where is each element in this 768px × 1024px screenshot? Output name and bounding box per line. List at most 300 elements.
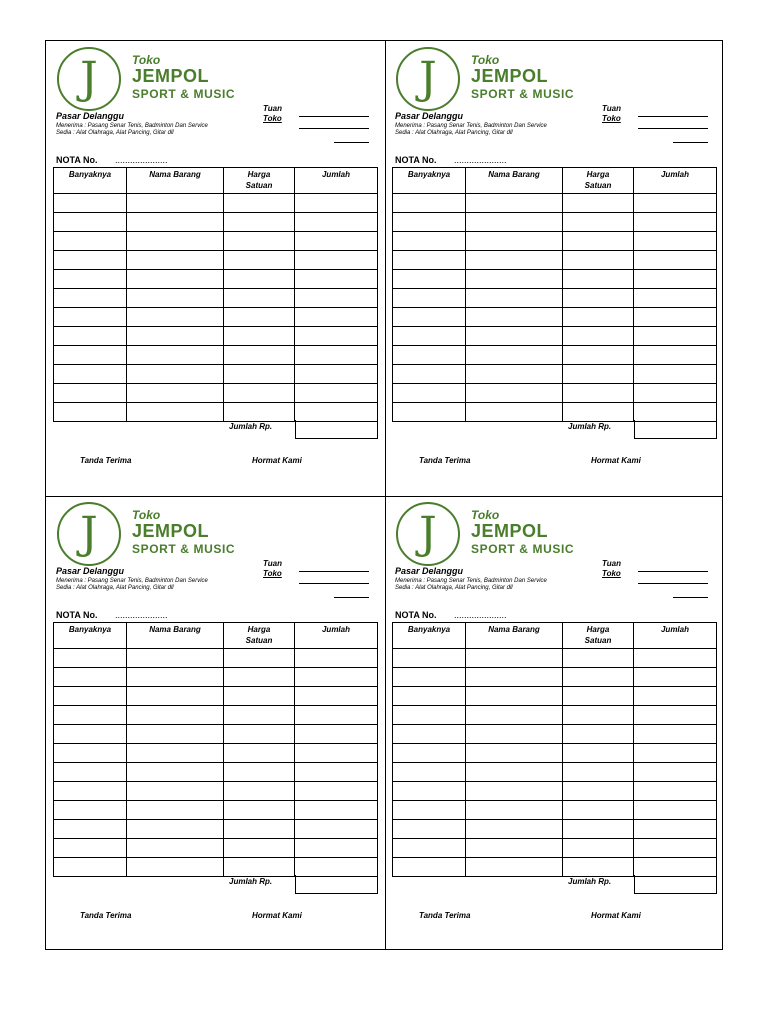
table-row [393, 403, 717, 422]
qty-cell[interactable] [393, 763, 466, 782]
store-name: JEMPOL [132, 66, 210, 86]
unit-price-cell[interactable] [224, 820, 295, 839]
qty-cell[interactable] [54, 232, 127, 251]
item-name-cell[interactable] [466, 327, 563, 346]
header-jumlah: Jumlah [295, 168, 378, 194]
qty-cell[interactable] [393, 858, 466, 877]
unit-price-cell[interactable] [224, 649, 295, 668]
signature-sender: Hormat Kami [252, 911, 302, 920]
signature-receiver: Tanda Terima [419, 911, 471, 920]
amount-cell[interactable] [634, 213, 717, 232]
tuan-field[interactable] [299, 116, 369, 117]
table-row [54, 858, 378, 877]
unit-price-cell[interactable] [224, 858, 295, 877]
header-harga-satuan: Harga Satuan [563, 623, 634, 649]
unit-price-cell[interactable] [224, 668, 295, 687]
amount-cell[interactable] [295, 687, 378, 706]
amount-cell[interactable] [295, 801, 378, 820]
unit-price-cell[interactable] [224, 308, 295, 327]
table-row [393, 251, 717, 270]
item-name-cell[interactable] [466, 858, 563, 877]
header-nama-barang: Nama Barang [127, 168, 224, 194]
amount-cell[interactable] [295, 327, 378, 346]
store-prefix: Toko [132, 508, 161, 522]
item-name-cell[interactable] [127, 687, 224, 706]
item-name-cell[interactable] [466, 251, 563, 270]
table-row [393, 801, 717, 820]
signature-sender: Hormat Kami [591, 911, 641, 920]
qty-cell[interactable] [393, 668, 466, 687]
table-row [54, 839, 378, 858]
amount-cell[interactable] [634, 744, 717, 763]
tuan-label: Tuan [602, 104, 621, 113]
extra-field[interactable] [334, 142, 369, 143]
unit-price-cell[interactable] [563, 687, 634, 706]
total-field[interactable] [634, 420, 717, 439]
qty-cell[interactable] [54, 801, 127, 820]
table-row [54, 289, 378, 308]
unit-price-cell[interactable] [563, 744, 634, 763]
unit-price-cell[interactable] [563, 403, 634, 422]
receipt-sheet [45, 40, 723, 950]
table-row [393, 668, 717, 687]
qty-cell[interactable] [393, 232, 466, 251]
item-name-cell[interactable] [466, 687, 563, 706]
unit-price-cell[interactable] [563, 782, 634, 801]
item-name-cell[interactable] [127, 403, 224, 422]
total-field[interactable] [295, 875, 378, 894]
item-name-cell[interactable] [127, 744, 224, 763]
unit-price-cell[interactable] [563, 327, 634, 346]
qty-cell[interactable] [393, 687, 466, 706]
extra-field[interactable] [673, 597, 708, 598]
header-harga-satuan: Harga Satuan [563, 168, 634, 194]
item-name-cell[interactable] [466, 801, 563, 820]
amount-cell[interactable] [295, 649, 378, 668]
qty-cell[interactable] [393, 270, 466, 289]
store-tagline: SPORT & MUSIC [132, 542, 236, 556]
logo-letter: J [419, 508, 437, 559]
unit-price-cell[interactable] [563, 706, 634, 725]
amount-cell[interactable] [634, 194, 717, 213]
table-row [393, 327, 717, 346]
table-row [393, 346, 717, 365]
signature-receiver: Tanda Terima [80, 911, 132, 920]
qty-cell[interactable] [54, 820, 127, 839]
qty-cell[interactable] [54, 346, 127, 365]
amount-cell[interactable] [295, 403, 378, 422]
amount-cell[interactable] [295, 725, 378, 744]
table-header-row [54, 623, 378, 649]
amount-cell[interactable] [634, 858, 717, 877]
unit-price-cell[interactable] [563, 384, 634, 403]
nota-number-field[interactable]: ..................... [454, 155, 507, 165]
amount-cell[interactable] [295, 839, 378, 858]
qty-cell[interactable] [54, 308, 127, 327]
unit-price-cell[interactable] [224, 801, 295, 820]
store-address: Pasar Delanggu [56, 566, 125, 576]
table-row [54, 820, 378, 839]
nota-label: NOTA No. [56, 610, 98, 620]
toko-field[interactable] [299, 128, 369, 129]
item-name-cell[interactable] [127, 213, 224, 232]
item-name-cell[interactable] [127, 858, 224, 877]
item-name-cell[interactable] [127, 725, 224, 744]
table-row [393, 232, 717, 251]
amount-cell[interactable] [634, 725, 717, 744]
table-row [54, 384, 378, 403]
amount-cell[interactable] [634, 384, 717, 403]
unit-price-cell[interactable] [224, 725, 295, 744]
item-name-cell[interactable] [466, 820, 563, 839]
amount-cell[interactable] [295, 251, 378, 270]
logo-letter: J [80, 508, 98, 559]
item-name-cell[interactable] [127, 365, 224, 384]
item-name-cell[interactable] [466, 213, 563, 232]
services-line: Menerima : Pasang Senar Tenis, Badminton Dan Service [395, 123, 547, 129]
unit-price-cell[interactable] [563, 763, 634, 782]
amount-cell[interactable] [295, 365, 378, 384]
nota-number-field[interactable]: ..................... [115, 155, 168, 165]
amount-cell[interactable] [295, 706, 378, 725]
item-name-cell[interactable] [127, 384, 224, 403]
unit-price-cell[interactable] [563, 365, 634, 384]
qty-cell[interactable] [54, 706, 127, 725]
item-name-cell[interactable] [466, 270, 563, 289]
qty-cell[interactable] [54, 384, 127, 403]
header-banyaknya: Banyaknya [54, 168, 127, 194]
item-name-cell[interactable] [466, 308, 563, 327]
unit-price-cell[interactable] [224, 384, 295, 403]
table-row [54, 668, 378, 687]
qty-cell[interactable] [393, 706, 466, 725]
store-logo [57, 47, 121, 111]
qty-cell[interactable] [393, 839, 466, 858]
amount-cell[interactable] [634, 668, 717, 687]
nota-number-field[interactable]: ..................... [115, 610, 168, 620]
qty-cell[interactable] [54, 327, 127, 346]
item-name-cell[interactable] [466, 232, 563, 251]
amount-cell[interactable] [295, 346, 378, 365]
amount-cell[interactable] [634, 649, 717, 668]
amount-cell[interactable] [634, 706, 717, 725]
unit-price-cell[interactable] [224, 706, 295, 725]
receipt-1 [46, 41, 385, 496]
qty-cell[interactable] [54, 270, 127, 289]
amount-cell[interactable] [295, 194, 378, 213]
header-jumlah: Jumlah [634, 168, 717, 194]
header-jumlah: Jumlah [634, 623, 717, 649]
table-row [54, 687, 378, 706]
qty-cell[interactable] [54, 763, 127, 782]
tuan-field[interactable] [299, 571, 369, 572]
amount-cell[interactable] [634, 251, 717, 270]
stock-line: Sedia : Alat Olahraga, Alat Pancing, Gitar dll [56, 130, 174, 136]
toko-field[interactable] [299, 583, 369, 584]
qty-cell[interactable] [54, 668, 127, 687]
unit-price-cell[interactable] [563, 194, 634, 213]
table-row [393, 687, 717, 706]
unit-price-cell[interactable] [224, 289, 295, 308]
qty-cell[interactable] [393, 289, 466, 308]
unit-price-cell[interactable] [224, 213, 295, 232]
signature-receiver: Tanda Terima [419, 456, 471, 465]
qty-cell[interactable] [54, 251, 127, 270]
item-name-cell[interactable] [127, 706, 224, 725]
unit-price-cell[interactable] [224, 403, 295, 422]
logo-letter: J [80, 53, 98, 104]
table-row [54, 194, 378, 213]
qty-cell[interactable] [54, 365, 127, 384]
amount-cell[interactable] [634, 403, 717, 422]
header-harga-satuan: Harga Satuan [224, 168, 295, 194]
table-row [393, 763, 717, 782]
amount-cell[interactable] [295, 763, 378, 782]
item-name-cell[interactable] [127, 232, 224, 251]
qty-cell[interactable] [393, 251, 466, 270]
item-name-cell[interactable] [127, 782, 224, 801]
logo-letter: J [419, 53, 437, 104]
qty-cell[interactable] [393, 725, 466, 744]
extra-field[interactable] [673, 142, 708, 143]
nota-number-field[interactable]: ..................... [454, 610, 507, 620]
receipt-4 [385, 496, 724, 951]
amount-cell[interactable] [295, 289, 378, 308]
qty-cell[interactable] [54, 839, 127, 858]
table-row [54, 782, 378, 801]
item-name-cell[interactable] [466, 763, 563, 782]
total-field[interactable] [295, 420, 378, 439]
item-name-cell[interactable] [127, 346, 224, 365]
table-row [54, 251, 378, 270]
unit-price-cell[interactable] [224, 782, 295, 801]
unit-price-cell[interactable] [224, 763, 295, 782]
table-row [393, 365, 717, 384]
table-row [393, 858, 717, 877]
amount-cell[interactable] [634, 687, 717, 706]
unit-price-cell[interactable] [224, 839, 295, 858]
unit-price-cell[interactable] [224, 270, 295, 289]
item-name-cell[interactable] [466, 403, 563, 422]
services-line: Menerima : Pasang Senar Tenis, Badminton Dan Service [395, 578, 547, 584]
total-label: Jumlah Rp. [568, 422, 612, 431]
tuan-field[interactable] [638, 571, 708, 572]
amount-cell[interactable] [634, 289, 717, 308]
item-name-cell[interactable] [127, 839, 224, 858]
store-name: JEMPOL [132, 521, 210, 541]
qty-cell[interactable] [54, 649, 127, 668]
nota-label: NOTA No. [395, 610, 437, 620]
item-name-cell[interactable] [466, 649, 563, 668]
qty-cell[interactable] [393, 820, 466, 839]
unit-price-cell[interactable] [224, 194, 295, 213]
qty-cell[interactable] [393, 801, 466, 820]
store-tagline: SPORT & MUSIC [471, 542, 575, 556]
table-row [54, 725, 378, 744]
stock-line: Sedia : Alat Olahraga, Alat Pancing, Gitar dll [395, 130, 513, 136]
qty-cell[interactable] [393, 308, 466, 327]
item-name-cell[interactable] [466, 725, 563, 744]
table-header-row [393, 623, 717, 649]
store-tagline: SPORT & MUSIC [132, 87, 236, 101]
amount-cell[interactable] [634, 308, 717, 327]
toko-label: Toko [602, 114, 621, 123]
amount-cell[interactable] [295, 782, 378, 801]
qty-cell[interactable] [54, 858, 127, 877]
amount-cell[interactable] [634, 782, 717, 801]
amount-cell[interactable] [634, 763, 717, 782]
amount-cell[interactable] [634, 270, 717, 289]
qty-cell[interactable] [393, 213, 466, 232]
qty-cell[interactable] [54, 782, 127, 801]
item-name-cell[interactable] [127, 270, 224, 289]
table-row [54, 706, 378, 725]
toko-field[interactable] [638, 583, 708, 584]
item-name-cell[interactable] [466, 668, 563, 687]
tuan-field[interactable] [638, 116, 708, 117]
qty-cell[interactable] [393, 649, 466, 668]
qty-cell[interactable] [393, 744, 466, 763]
unit-price-cell[interactable] [563, 346, 634, 365]
nota-label: NOTA No. [56, 155, 98, 165]
item-name-cell[interactable] [466, 289, 563, 308]
receipt-3 [46, 496, 385, 951]
items-table [392, 167, 717, 422]
table-row [54, 232, 378, 251]
amount-cell[interactable] [295, 858, 378, 877]
unit-price-cell[interactable] [563, 649, 634, 668]
qty-cell[interactable] [54, 725, 127, 744]
toko-label: Toko [263, 569, 282, 578]
header-nama-barang: Nama Barang [466, 623, 563, 649]
amount-cell[interactable] [634, 365, 717, 384]
table-row [54, 213, 378, 232]
item-name-cell[interactable] [466, 346, 563, 365]
amount-cell[interactable] [634, 327, 717, 346]
amount-cell[interactable] [634, 839, 717, 858]
item-name-cell[interactable] [127, 649, 224, 668]
services-line: Menerima : Pasang Senar Tenis, Badminton Dan Service [56, 123, 208, 129]
store-prefix: Toko [132, 53, 161, 67]
store-address: Pasar Delanggu [56, 111, 125, 121]
header-harga-satuan: Harga Satuan [224, 623, 295, 649]
qty-cell[interactable] [54, 289, 127, 308]
unit-price-cell[interactable] [224, 365, 295, 384]
qty-cell[interactable] [54, 744, 127, 763]
unit-price-cell[interactable] [563, 858, 634, 877]
signature-sender: Hormat Kami [591, 456, 641, 465]
toko-field[interactable] [638, 128, 708, 129]
qty-cell[interactable] [54, 213, 127, 232]
table-row [393, 839, 717, 858]
item-name-cell[interactable] [127, 194, 224, 213]
nota-label: NOTA No. [395, 155, 437, 165]
item-name-cell[interactable] [466, 194, 563, 213]
unit-price-cell[interactable] [563, 213, 634, 232]
table-row [54, 365, 378, 384]
tuan-label: Tuan [263, 104, 282, 113]
qty-cell[interactable] [54, 687, 127, 706]
stock-line: Sedia : Alat Olahraga, Alat Pancing, Gitar dll [395, 585, 513, 591]
item-name-cell[interactable] [127, 820, 224, 839]
store-prefix: Toko [471, 53, 500, 67]
table-row [393, 725, 717, 744]
qty-cell[interactable] [393, 365, 466, 384]
item-name-cell[interactable] [466, 706, 563, 725]
amount-cell[interactable] [295, 232, 378, 251]
unit-price-cell[interactable] [563, 725, 634, 744]
unit-price-cell[interactable] [563, 820, 634, 839]
item-name-cell[interactable] [127, 668, 224, 687]
total-field[interactable] [634, 875, 717, 894]
signature-receiver: Tanda Terima [80, 456, 132, 465]
qty-cell[interactable] [393, 194, 466, 213]
unit-price-cell[interactable] [563, 270, 634, 289]
unit-price-cell[interactable] [563, 839, 634, 858]
table-row [393, 820, 717, 839]
amount-cell[interactable] [295, 820, 378, 839]
unit-price-cell[interactable] [563, 251, 634, 270]
item-name-cell[interactable] [127, 327, 224, 346]
item-name-cell[interactable] [466, 384, 563, 403]
amount-cell[interactable] [295, 213, 378, 232]
unit-price-cell[interactable] [563, 289, 634, 308]
item-name-cell[interactable] [127, 801, 224, 820]
qty-cell[interactable] [393, 782, 466, 801]
amount-cell[interactable] [295, 384, 378, 403]
qty-cell[interactable] [54, 403, 127, 422]
table-row [54, 801, 378, 820]
extra-field[interactable] [334, 597, 369, 598]
item-name-cell[interactable] [466, 744, 563, 763]
unit-price-cell[interactable] [224, 744, 295, 763]
unit-price-cell[interactable] [224, 687, 295, 706]
amount-cell[interactable] [634, 346, 717, 365]
item-name-cell[interactable] [127, 308, 224, 327]
item-name-cell[interactable] [466, 365, 563, 384]
unit-price-cell[interactable] [563, 232, 634, 251]
item-name-cell[interactable] [127, 251, 224, 270]
unit-price-cell[interactable] [224, 251, 295, 270]
items-table [53, 167, 378, 422]
amount-cell[interactable] [634, 232, 717, 251]
table-row [54, 308, 378, 327]
amount-cell[interactable] [295, 668, 378, 687]
amount-cell[interactable] [295, 744, 378, 763]
qty-cell[interactable] [393, 384, 466, 403]
item-name-cell[interactable] [127, 289, 224, 308]
qty-cell[interactable] [393, 346, 466, 365]
item-name-cell[interactable] [466, 839, 563, 858]
qty-cell[interactable] [393, 403, 466, 422]
unit-price-cell[interactable] [224, 232, 295, 251]
amount-cell[interactable] [295, 270, 378, 289]
item-name-cell[interactable] [127, 763, 224, 782]
unit-price-cell[interactable] [563, 801, 634, 820]
qty-cell[interactable] [54, 194, 127, 213]
table-row [54, 403, 378, 422]
amount-cell[interactable] [295, 308, 378, 327]
unit-price-cell[interactable] [563, 668, 634, 687]
unit-price-cell[interactable] [224, 346, 295, 365]
item-name-cell[interactable] [466, 782, 563, 801]
unit-price-cell[interactable] [224, 327, 295, 346]
amount-cell[interactable] [634, 801, 717, 820]
qty-cell[interactable] [393, 327, 466, 346]
amount-cell[interactable] [634, 820, 717, 839]
table-row [393, 194, 717, 213]
unit-price-cell[interactable] [563, 308, 634, 327]
